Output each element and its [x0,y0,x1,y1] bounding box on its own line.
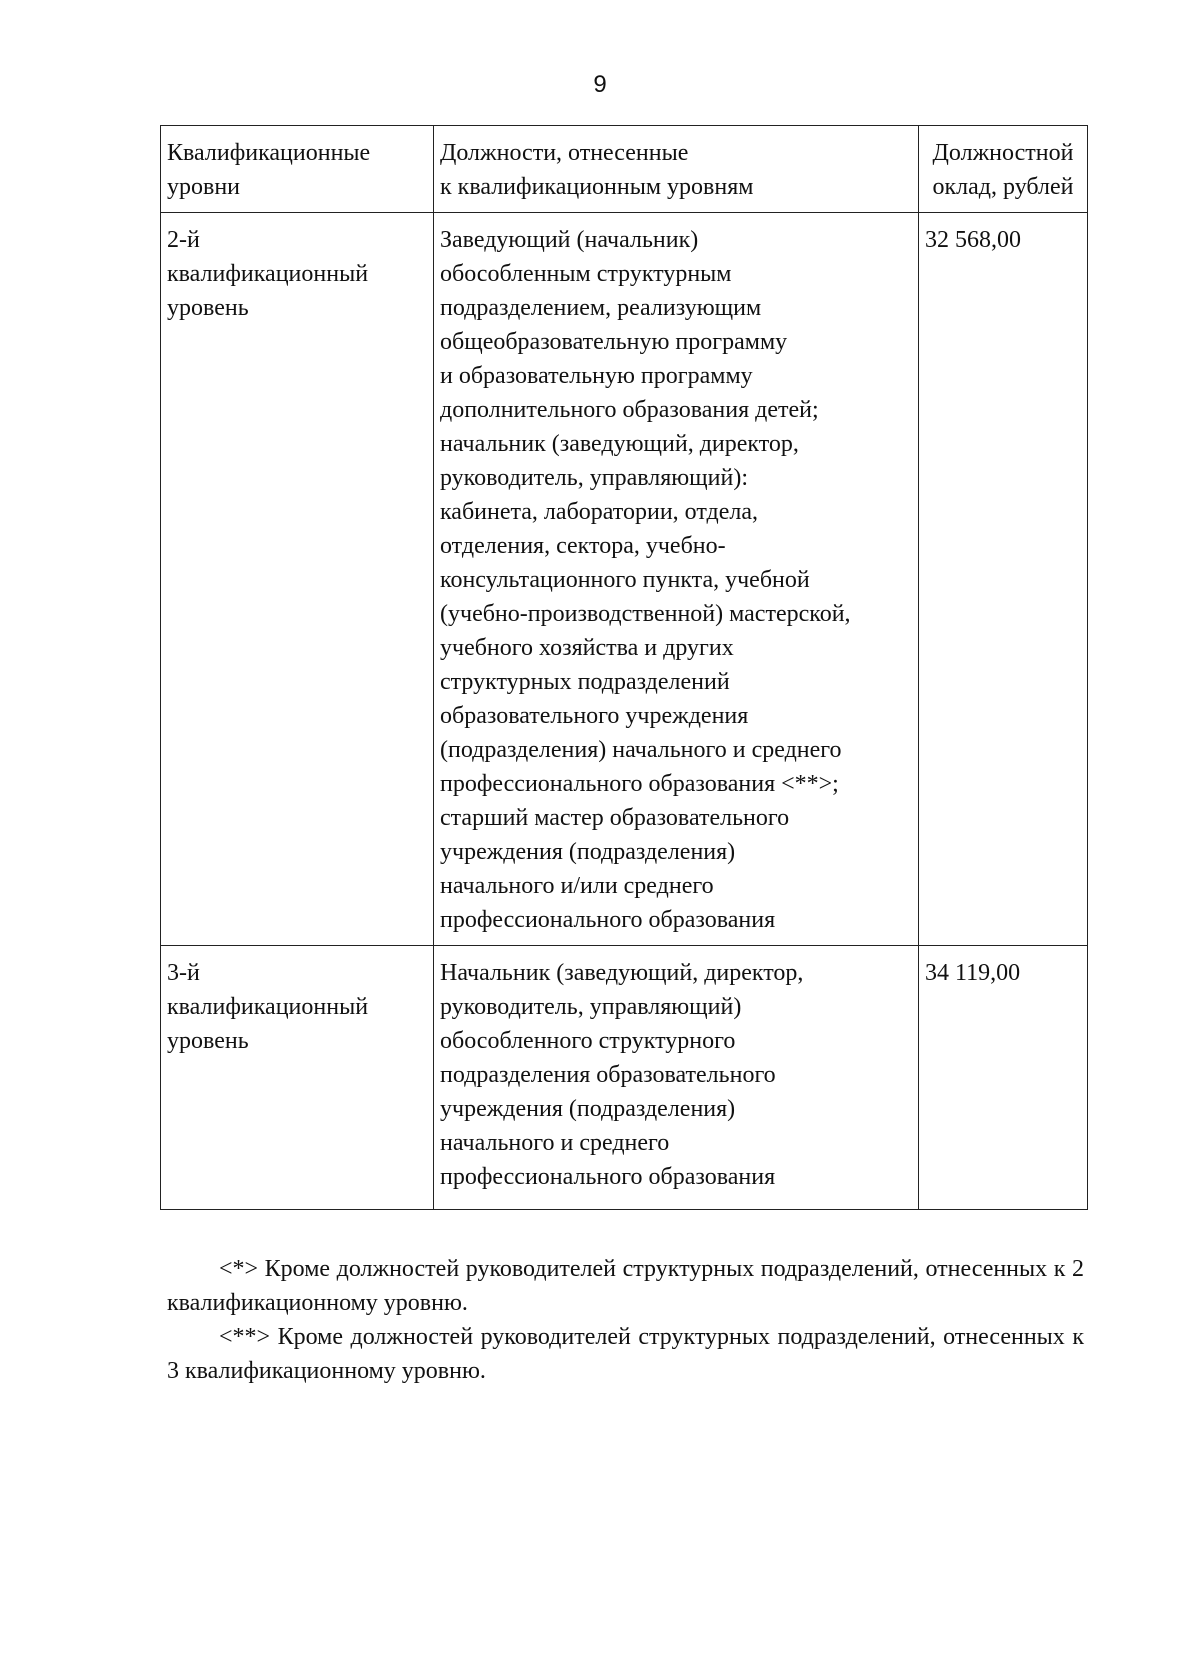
level-cell: 3-й квалификационный уровень [161,946,434,1210]
header-positions: Должности, отнесенные к квалификационным уровням [434,126,919,213]
header-salary: Должностной оклад, рублей [919,126,1088,213]
footnote-double-asterisk: <**> Кроме должностей руководителей структурных подразделений, отнесенных к 3 квалификационному уровню. [167,1324,1084,1384]
table-row [161,213,1088,946]
qualification-salary-table [160,125,1088,1210]
table-header-row [161,126,1088,213]
positions-cell: Заведующий (начальник) обособленным структурным подразделением, реализующим общеобразовательную программу и образовательную программу дополнительного образования детей; начальник (заведующий, директор, руководитель, управляющий): кабинета, лаборатории, отдела, отделения, сектора, учебно- консультационного пункта, учебной (учебно-производственной) мастерской, учебного хозяйства и других структурных подразделений образовательного учреждения (подразделения) начального и среднего профессионального образования <**>; старший мастер образовательного учреждения (подразделения) начального и/или среднего профессионального образования [434,213,919,946]
level-cell: 2-й квалификационный уровень [161,213,434,946]
footnotes [167,1252,1084,1388]
table-row [161,946,1088,1210]
table-header [161,126,1088,213]
positions-cell: Начальник (заведующий, директор, руководитель, управляющий) обособленного структурного подразделения образовательного учреждения (подразделения) начального и среднего профессионального образования [434,946,919,1210]
header-qualification-levels: Квалификационные уровни [161,126,434,213]
footnote-single-asterisk: <*> Кроме должностей руководителей структурных подразделений, отнесенных к 2 квалификационному уровню. [167,1256,1084,1316]
salary-cell: 34 119,00 [919,946,1088,1210]
page-number: 9 [593,71,607,98]
table-body [161,213,1088,1210]
salary-cell: 32 568,00 [919,213,1088,946]
